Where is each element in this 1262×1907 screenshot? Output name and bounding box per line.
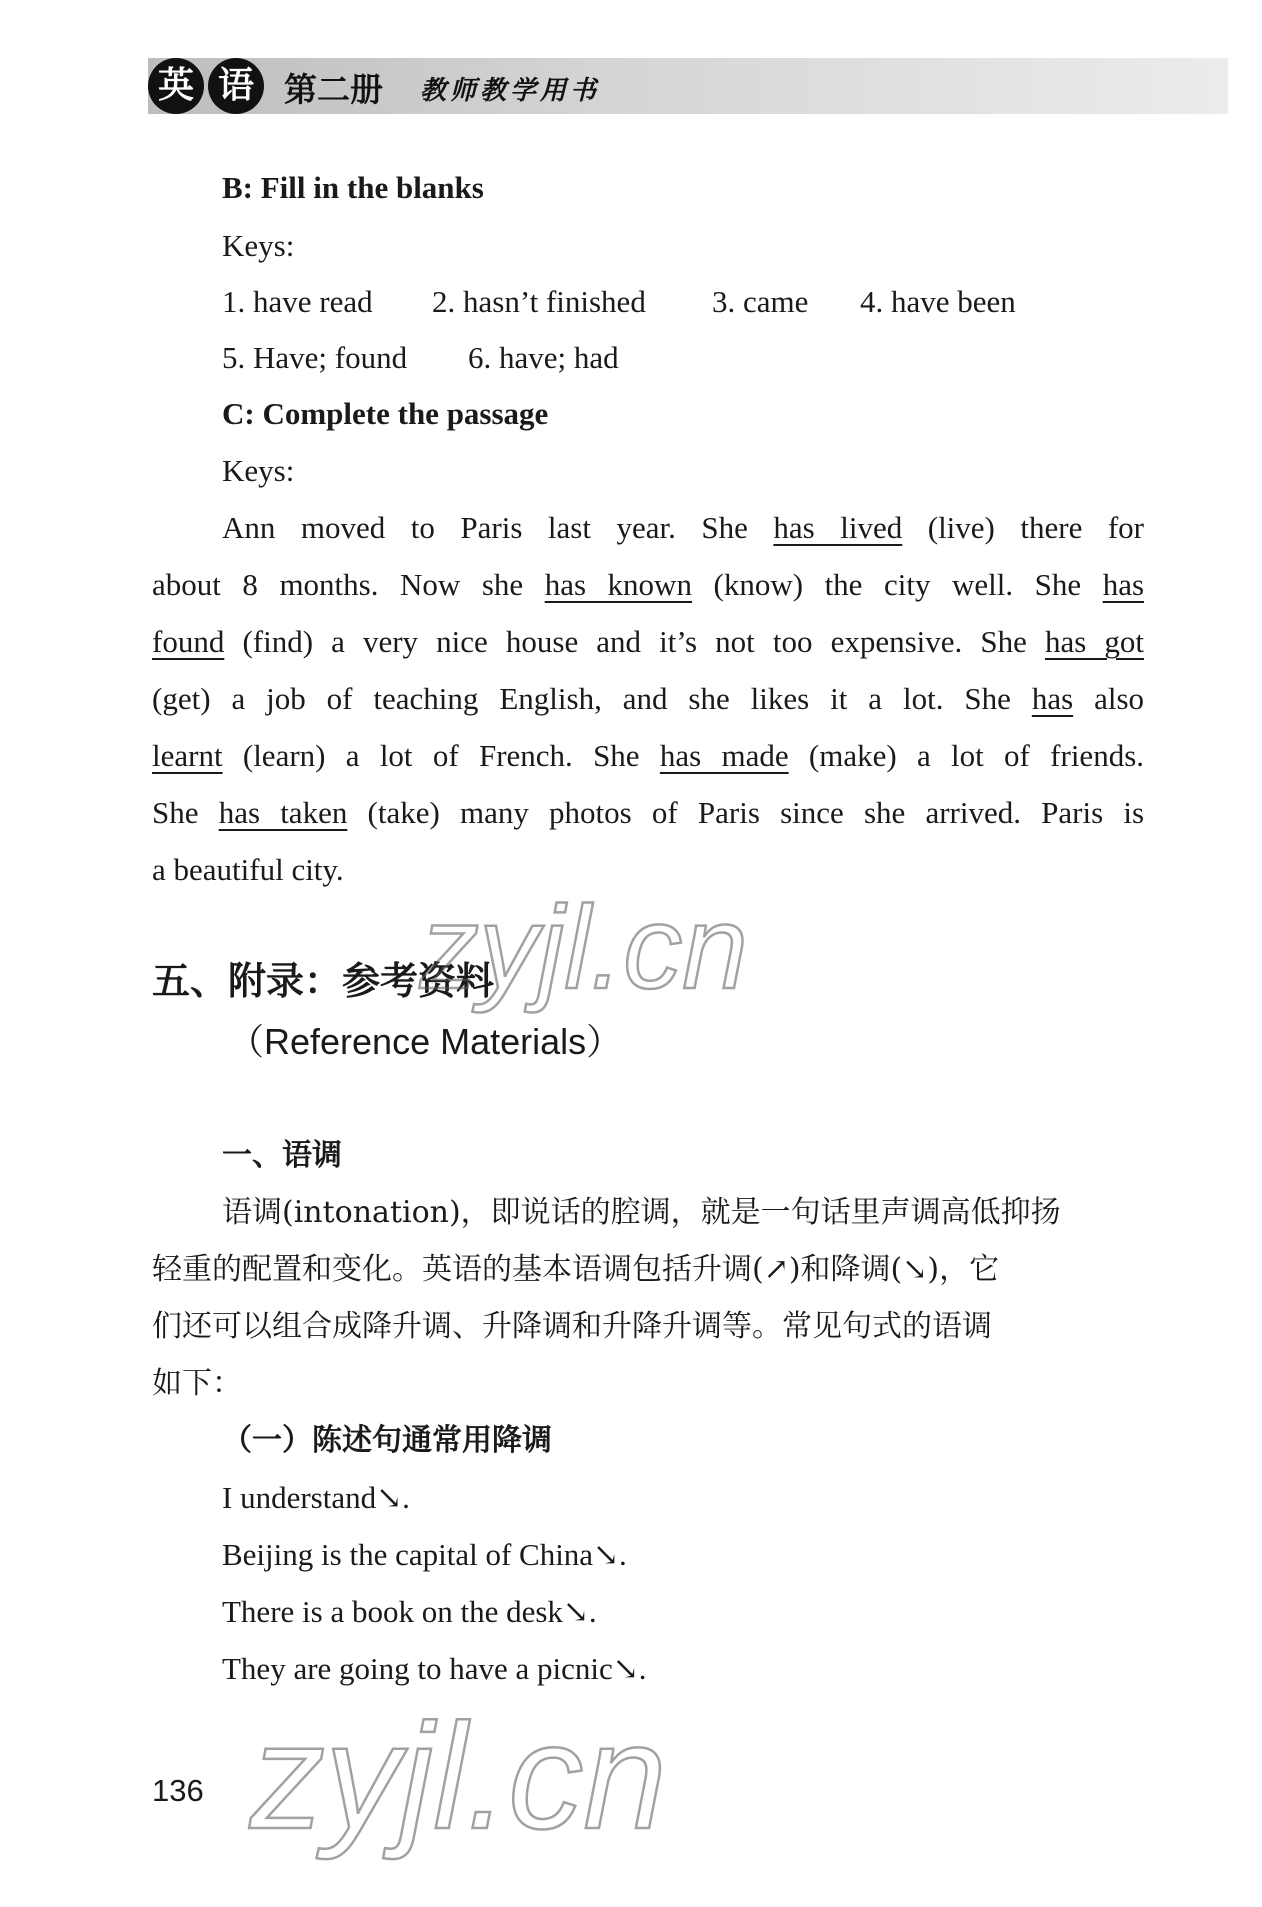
book-logo-char-1: 英	[148, 58, 204, 114]
watermark: zyjl.cn	[250, 1692, 667, 1860]
passage-text: about 8 months. Now she	[152, 567, 524, 602]
passage-text: (know) the city well. She	[713, 567, 1082, 602]
example-sentence-2: Beijing is the capital of China↘.	[222, 1537, 627, 1572]
passage-line-3	[152, 622, 1144, 662]
section-b-title: B: Fill in the blanks	[222, 170, 484, 205]
passage-answer: has taken	[218, 795, 348, 830]
appendix-title: 五、附录：参考资料	[152, 959, 495, 1003]
passage-line-6	[152, 793, 1144, 833]
passage-answer: has got	[1044, 624, 1145, 659]
watermark: zyjl.cn	[420, 882, 748, 1014]
passage-text: also	[1094, 681, 1145, 716]
passage-text: (learn) a lot of French. She	[242, 738, 640, 773]
example-sentence-4: They are going to have a picnic↘.	[222, 1651, 647, 1686]
answer-3: 3. came	[712, 284, 809, 319]
passage-answer: found	[152, 624, 225, 659]
section-c-title: C: Complete the passage	[222, 396, 549, 431]
passage-line-4	[152, 679, 1144, 719]
section-b-keys-label: Keys:	[222, 228, 295, 263]
answer-1: 1. have read	[222, 284, 373, 319]
passage-answer: has lived	[773, 510, 903, 545]
passage-text: (get) a job of teaching English, and she likes it a lot. She	[152, 681, 1011, 716]
passage-line-5	[152, 736, 1144, 776]
book-subtitle: 教师教学用书	[420, 76, 601, 106]
example-sentence-3: There is a book on the desk↘.	[222, 1594, 597, 1629]
passage-answer: learnt	[152, 738, 223, 773]
passage-text: (make) a lot of friends.	[808, 738, 1145, 773]
section-c-keys-label: Keys:	[222, 453, 295, 488]
page-number: 136	[152, 1773, 204, 1808]
intonation-para-line-3: 们还可以组合成降升调、升降调和升降升调等。常见句式的语调	[152, 1309, 992, 1344]
passage-text: (live) there for	[927, 510, 1145, 545]
passage-answer: has made	[659, 738, 789, 773]
intonation-para-line-2: 轻重的配置和变化。英语的基本语调包括升调(↗)和降调(↘)，它	[152, 1252, 1000, 1287]
intonation-heading: 一、语调	[222, 1138, 342, 1173]
answer-2: 2. hasn’t finished	[432, 284, 646, 319]
passage-text: Ann moved to Paris last year. She	[222, 510, 748, 545]
passage-text: (find) a very nice house and it’s not too expensive. She	[242, 624, 1027, 659]
book-volume: 第二册	[284, 70, 383, 109]
passage-line-2	[152, 565, 1144, 605]
answer-4: 4. have been	[860, 284, 1016, 319]
passage-answer: has	[1102, 567, 1145, 602]
passage-text: She	[152, 795, 199, 830]
passage-answer: has known	[544, 567, 692, 602]
passage-answer: has	[1031, 681, 1074, 716]
appendix-subtitle: （Reference Materials）	[228, 1021, 623, 1062]
example-sentence-1: I understand↘.	[222, 1480, 410, 1515]
passage-line-1	[222, 508, 1144, 548]
intonation-para-line-1: 语调(intonation)，即说话的腔调，就是一句话里声调高低抑扬	[222, 1195, 1061, 1230]
intonation-para-line-4: 如下：	[152, 1366, 242, 1401]
passage-text: (take) many photos of Paris since she arrived. Paris is	[367, 795, 1145, 830]
answer-6: 6. have; had	[468, 340, 619, 375]
intonation-sub-heading: （一）陈述句通常用降调	[222, 1423, 552, 1458]
answer-5: 5. Have; found	[222, 340, 408, 375]
passage-line-7: a beautiful city.	[152, 852, 344, 887]
book-logo-char-2: 语	[208, 58, 264, 114]
